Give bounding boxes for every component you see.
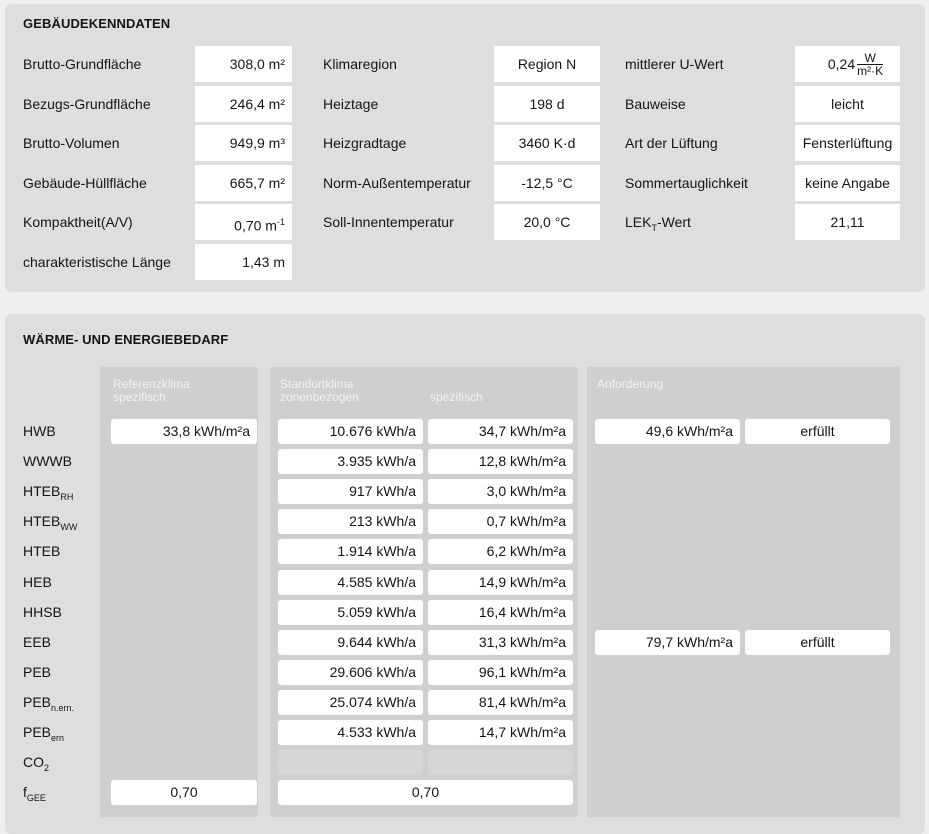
spez-value-3: 3,0 kWh/m²a: [428, 479, 573, 504]
zone-value-2: 3.935 kWh/a: [278, 449, 423, 474]
zone-value-1: 10.676 kWh/a: [278, 419, 423, 444]
value-6: 1,43 m: [195, 244, 292, 280]
row-label-11: $PEB_{ern}$: [23, 724, 65, 743]
header-anforderung: Anforderung: [597, 377, 664, 391]
status-badge-1: erfüllt: [745, 419, 890, 444]
standort-value-13: 0,70: [278, 780, 573, 805]
row-label-sub: RH: [60, 491, 74, 502]
value-5: 0,70 $m^{-1}$: [195, 204, 292, 240]
spez-value-7: 16,4 kWh/m²a: [428, 600, 573, 625]
value-col2-1: Region N: [494, 46, 600, 82]
spez-empty-12: [428, 750, 573, 775]
zone-value-8: 9.644 kWh/a: [278, 630, 423, 655]
header-ref-line2: spezifisch: [113, 390, 166, 404]
zone-value-3: 917 kWh/a: [278, 479, 423, 504]
spez-value-2: 12,8 kWh/m²a: [428, 449, 573, 474]
label-col2-3: Heizgradtage: [323, 135, 407, 152]
label-col2-1: Klimaregion: [323, 56, 397, 72]
zone-empty-12: [278, 750, 423, 775]
row-label-6: HEB: [23, 573, 52, 590]
row-label-10: $PEB_{n.ern.}$: [23, 693, 75, 713]
anf-value-1: 49,6 kWh/m²a: [595, 419, 740, 444]
row-label-13: $f_{GEE}$: [23, 784, 46, 803]
value-sup: -1: [276, 217, 285, 228]
value-3: 949,9 m³: [195, 125, 292, 161]
waermebedarf-panel: [5, 314, 925, 834]
zone-value-9: 29.606 kWh/a: [278, 660, 423, 685]
row-label-4: $HTEB_{WW}$: [23, 513, 78, 533]
zone-value-4: 213 kWh/a: [278, 509, 423, 534]
waermebedarf-title: WÄRME- UND ENERGIEBEDARF: [23, 332, 229, 347]
label-3: Brutto-Volumen: [23, 135, 120, 152]
gebaeudekenndaten-title: GEBÄUDEKENNDATEN: [23, 16, 171, 31]
zone-value-10: 25.074 kWh/a: [278, 690, 423, 715]
unit-numerator: W: [857, 52, 883, 65]
value-2: 246,4 m²: [195, 86, 292, 122]
label-col3-1: mittlerer U-Wert: [625, 56, 724, 72]
value-col3-3: Fensterlüftung: [795, 125, 900, 161]
spez-value-1: 34,7 kWh/m²a: [428, 419, 573, 444]
label-sub: T: [651, 223, 657, 234]
value-col3-2: leicht: [795, 86, 900, 122]
row-label-sub: WW: [60, 522, 78, 533]
row-label-7: HHSB: [23, 603, 62, 620]
value-col2-2: 198 d: [494, 86, 600, 122]
zone-value-5: 1.914 kWh/a: [278, 539, 423, 564]
zone-value-6: 4.585 kWh/a: [278, 570, 423, 595]
header-standortklima: [280, 378, 359, 404]
spez-value-10: 81,4 kWh/m²a: [428, 690, 573, 715]
u-wert-unit: [857, 52, 883, 77]
label-2: Bezugs-Grundfläche: [23, 95, 151, 112]
header-ref-line1: Referenzklima: [113, 377, 190, 391]
row-label-2: WWWB: [23, 453, 72, 470]
label-col2-4: Norm-Außentemperatur: [323, 174, 471, 191]
label-col3-3: Art der Lüftung: [625, 135, 718, 152]
label-6: charakteristische Länge: [23, 254, 171, 270]
header-stand-line2: zonenbezogen: [280, 390, 359, 404]
row-label-8: EEB: [23, 633, 52, 650]
unit-denominator: m²·K: [857, 63, 884, 78]
spez-value-8: 31,3 kWh/m²a: [428, 630, 573, 655]
row-label-sub: 2: [44, 762, 50, 773]
row-label-12: $CO_2$: [23, 754, 50, 773]
value-col2-3: 3460 K·d: [494, 125, 600, 161]
spez-value-6: 14,9 kWh/m²a: [428, 570, 573, 595]
zone-value-11: 4.533 kWh/a: [278, 720, 423, 745]
ref-value-13: 0,70: [111, 780, 257, 805]
spez-value-5: 6,2 kWh/m²a: [428, 539, 573, 564]
gebaeudekenndaten-panel: [5, 4, 925, 292]
row-label-3: $HTEB_{RH}$: [23, 483, 74, 502]
row-label-9: PEB: [23, 663, 52, 680]
value-4: 665,7 m²: [195, 165, 292, 201]
row-label-1: HWB: [23, 423, 56, 439]
anf-value-8: 79,7 kWh/m²a: [595, 630, 740, 655]
value-1: 308,0 m²: [195, 46, 292, 82]
label-col2-2: Heiztage: [323, 95, 379, 112]
spez-value-11: 14,7 kWh/m²a: [428, 720, 573, 745]
label-4: Gebäude-Hüllfläche: [23, 174, 147, 191]
value-col3-5: 21,11: [795, 204, 900, 240]
label-col3-2: Bauweise: [625, 95, 686, 112]
value-col3-4: keine Angabe: [795, 165, 900, 201]
ref-value-1: 33,8 kWh/m²a: [111, 419, 257, 444]
row-label-sub: GEE: [26, 792, 46, 803]
value-col2-5: 20,0 °C: [494, 204, 600, 240]
u-wert-value: 0,24: [827, 56, 856, 72]
row-label-sub: n.ern.: [51, 702, 75, 713]
header-spezifisch: spezifisch: [430, 390, 483, 404]
label-5: Kompaktheit(A/V): [23, 214, 133, 231]
label-col3-5: $LEK_T$-Wert: [625, 214, 691, 234]
label-1: Brutto-Grundfläche: [23, 56, 142, 72]
label-col2-5: Soll-Innentemperatur: [323, 214, 454, 231]
spez-value-9: 96,1 kWh/m²a: [428, 660, 573, 685]
label-col3-4: Sommertauglichkeit: [625, 174, 748, 191]
row-label-5: HTEB: [23, 543, 61, 560]
status-badge-8: erfüllt: [745, 630, 890, 655]
spez-value-4: 0,7 kWh/m²a: [428, 509, 573, 534]
value-col2-4: -12,5 °C: [494, 165, 600, 201]
header-stand-line1: Standortklima: [280, 377, 354, 391]
header-referenzklima: [113, 378, 190, 404]
zone-value-7: 5.059 kWh/a: [278, 600, 423, 625]
value-col3-1: [795, 46, 900, 82]
row-label-sub: ern: [51, 732, 65, 743]
